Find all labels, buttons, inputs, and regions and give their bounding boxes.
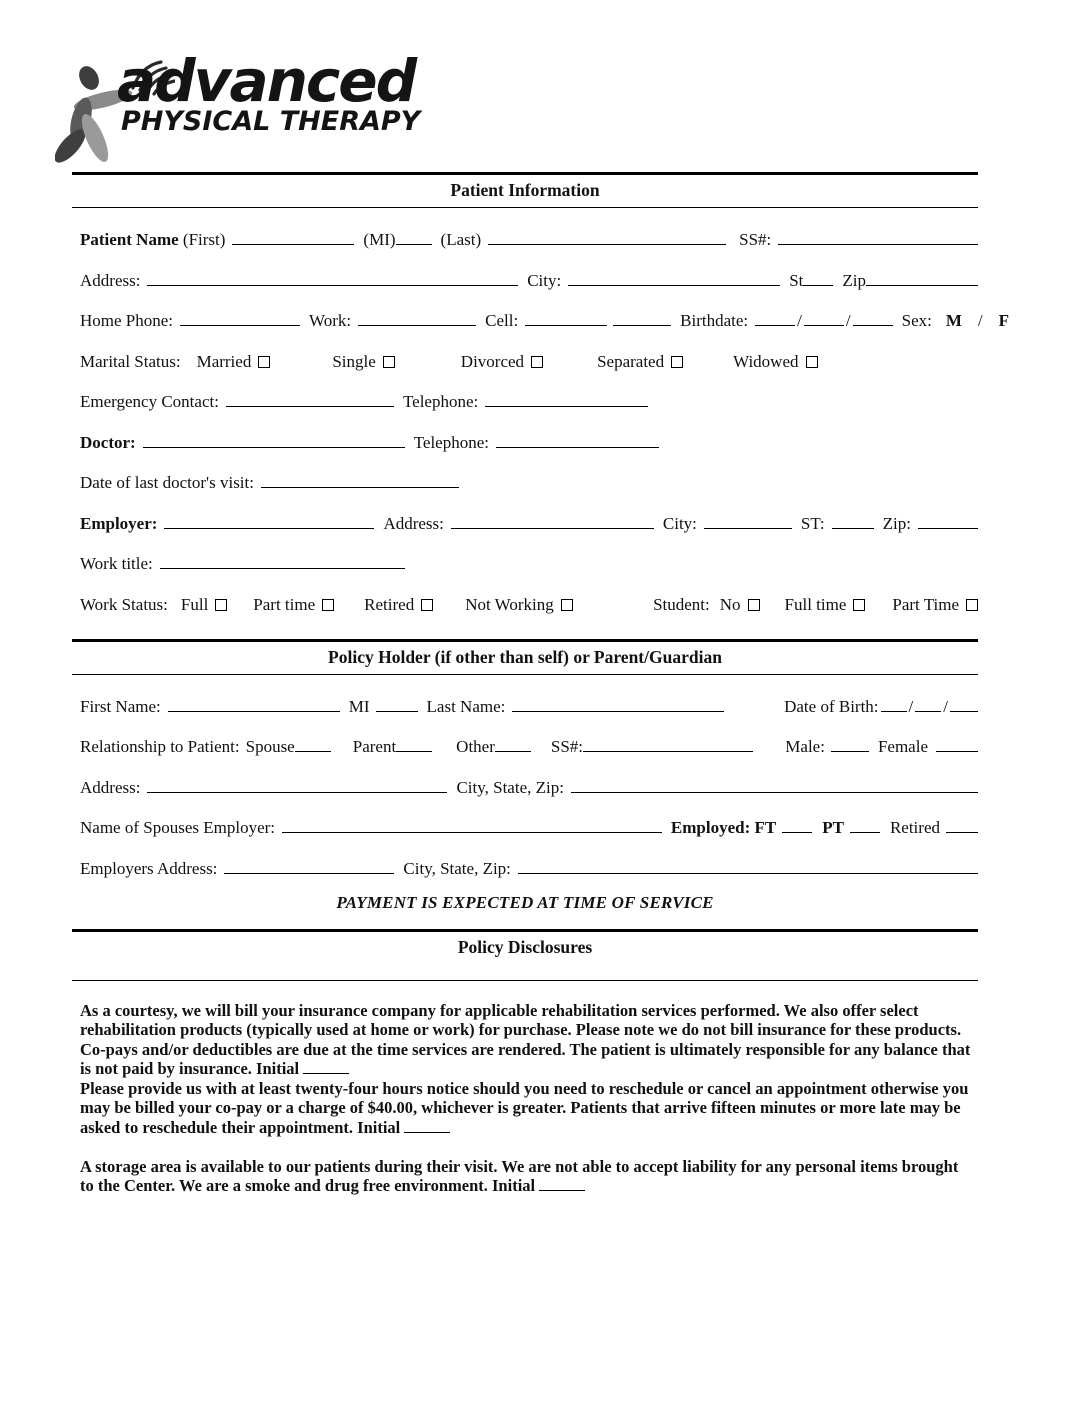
state-label: St	[789, 270, 804, 290]
work-status-option-retired: Retired	[364, 594, 415, 614]
employed-retired-label: Retired	[889, 818, 940, 837]
married-checkbox[interactable]	[258, 356, 270, 368]
address-row	[80, 271, 978, 291]
holder-female-field[interactable]	[936, 750, 978, 752]
cell-phone-label: Cell:	[485, 311, 519, 330]
student-status-group	[653, 595, 978, 615]
ssn-label: SS#:	[739, 230, 772, 249]
work-status-label: Work Status:	[80, 594, 168, 614]
disclosure-text: A storage area is available to our patients during their visit. We are not able to accept liability for any personal items brought to the Center. We are a smoke and drug free environment.	[80, 1156, 959, 1195]
slash: /	[908, 696, 914, 716]
doctor-name-field[interactable]	[143, 446, 405, 448]
employers-csz-label: City, State, Zip:	[403, 858, 511, 878]
doctor-label: Doctor:	[80, 432, 136, 452]
holder-last-name-field[interactable]	[512, 710, 724, 712]
marital-option-divorced: Divorced	[460, 351, 525, 371]
relationship-parent-field[interactable]	[396, 750, 432, 752]
doctor-telephone-field[interactable]	[496, 446, 659, 448]
cell-phone-field-2[interactable]	[613, 324, 671, 326]
slash: /	[943, 696, 948, 716]
birthdate-year-field[interactable]	[853, 324, 893, 326]
section-title-patient-information: Patient Information	[450, 180, 600, 200]
employers-address-label: Employers Address:	[80, 858, 218, 878]
employers-address-field[interactable]	[224, 872, 394, 874]
employed-ft-label: Employed: FT	[670, 818, 777, 837]
doctor-telephone-label: Telephone:	[413, 432, 489, 452]
work-full-checkbox[interactable]	[215, 599, 227, 611]
patient-name-row	[80, 230, 978, 250]
holder-dob-group	[784, 697, 978, 717]
holder-dob-day-field[interactable]	[915, 710, 941, 712]
ssn-field[interactable]	[778, 243, 978, 245]
employer-address-field[interactable]	[451, 527, 654, 529]
payment-notice: PAYMENT IS EXPECTED AT TIME OF SERVICE	[336, 892, 714, 912]
slash: /	[845, 311, 851, 330]
separated-checkbox[interactable]	[671, 356, 683, 368]
zip-field[interactable]	[866, 284, 978, 286]
marital-status-label: Marital Status:	[80, 351, 181, 371]
work-part-time-checkbox[interactable]	[322, 599, 334, 611]
relationship-other-field[interactable]	[495, 750, 531, 752]
birthdate-label: Birthdate:	[680, 311, 749, 330]
widowed-checkbox[interactable]	[806, 356, 818, 368]
holder-mi-field[interactable]	[376, 710, 418, 712]
employer-state-field[interactable]	[832, 527, 874, 529]
relationship-option-spouse: Spouse	[245, 737, 295, 756]
student-option-full-time: Full time	[784, 594, 847, 614]
initial-field-2[interactable]	[404, 1131, 450, 1133]
relationship-row	[80, 737, 978, 757]
marital-option-widowed: Widowed	[733, 351, 799, 371]
employer-city-label: City:	[662, 513, 697, 533]
slash: /	[977, 311, 983, 330]
work-status-option-not-working: Not Working	[465, 594, 554, 614]
work-phone-label: Work:	[309, 311, 352, 330]
slash: /	[797, 311, 802, 330]
middle-initial-field[interactable]	[396, 243, 432, 245]
holder-name-row	[80, 697, 978, 717]
holder-male-field[interactable]	[831, 750, 869, 752]
initial-label: Initial	[357, 1117, 401, 1137]
holder-csz-label: City, State, Zip:	[456, 777, 564, 797]
employer-row	[80, 514, 978, 534]
state-field[interactable]	[803, 284, 833, 286]
holder-first-name-label: First Name:	[80, 696, 161, 716]
emergency-contact-row	[80, 392, 978, 412]
last-doctor-visit-field[interactable]	[261, 486, 459, 488]
holder-csz-field[interactable]	[571, 791, 978, 793]
work-title-field[interactable]	[160, 567, 405, 569]
patient-name-label: Patient Name	[80, 230, 179, 249]
doctor-row	[80, 433, 978, 453]
holder-address-row	[80, 778, 978, 798]
home-phone-label: Home Phone:	[80, 311, 174, 330]
work-status-row	[80, 595, 978, 615]
marital-status-row	[80, 352, 978, 372]
birthdate-month-field[interactable]	[755, 324, 795, 326]
holder-first-name-field[interactable]	[168, 710, 340, 712]
marital-option-married: Married	[196, 351, 252, 371]
address-label: Address:	[80, 270, 141, 290]
patient-information-section	[72, 208, 1010, 615]
employers-address-row	[80, 859, 978, 879]
sex-option-male[interactable]: M	[945, 311, 962, 330]
spouse-employer-field[interactable]	[282, 831, 662, 833]
employed-pt-field[interactable]	[850, 831, 880, 833]
holder-ssn-label: SS#:	[550, 737, 584, 756]
work-phone-field[interactable]	[358, 324, 476, 326]
emergency-telephone-field[interactable]	[485, 405, 648, 407]
holder-address-label: Address:	[80, 777, 141, 797]
middle-initial-label: (MI)	[363, 230, 396, 249]
holder-dob-label: Date of Birth:	[784, 696, 879, 716]
emergency-telephone-label: Telephone:	[402, 392, 479, 411]
work-retired-checkbox[interactable]	[421, 599, 433, 611]
initial-field-3[interactable]	[539, 1189, 585, 1191]
employer-city-field[interactable]	[704, 527, 792, 529]
holder-female-label: Female	[877, 737, 928, 756]
single-checkbox[interactable]	[383, 356, 395, 368]
section-title-policy-disclosures: Policy Disclosures	[457, 936, 593, 957]
student-option-no: No	[719, 594, 741, 614]
employer-zip-label: Zip:	[882, 513, 911, 533]
last-name-label: (Last)	[440, 230, 482, 249]
first-name-field[interactable]	[232, 243, 354, 245]
holder-dob-year-field[interactable]	[950, 710, 978, 712]
city-label: City:	[527, 270, 562, 290]
student-full-time-checkbox[interactable]	[853, 599, 865, 611]
sex-group	[902, 311, 1009, 331]
first-name-label: (First)	[182, 230, 226, 249]
holder-ssn-field[interactable]	[583, 750, 753, 752]
employer-address-label: Address:	[383, 513, 444, 533]
student-no-checkbox[interactable]	[748, 599, 760, 611]
holder-mi-label: MI	[348, 696, 370, 716]
employed-pt-label: PT	[822, 818, 844, 837]
spouse-employer-label: Name of Spouses Employer:	[80, 818, 275, 837]
marital-option-separated: Separated	[597, 351, 665, 371]
work-not-working-checkbox[interactable]	[561, 599, 573, 611]
relationship-label: Relationship to Patient:	[80, 737, 240, 756]
address-field[interactable]	[147, 284, 518, 286]
emergency-contact-label: Emergency Contact:	[80, 392, 219, 411]
zip-label: Zip	[842, 270, 866, 290]
city-field[interactable]	[568, 284, 780, 286]
disclosure-text: As a courtesy, we will bill your insurance company for applicable rehabilitation services performed. We also offer select rehabilitation products (typically used at home or work) for purchase. Please note we do not bill insurance for these products. Co-pays and/or deductibles are due at the time services are rendered. The patient is ultimately responsible for any balance that is not paid by insurance.	[80, 1000, 971, 1078]
disclosure-paragraph-cancellation	[80, 1079, 974, 1138]
student-label: Student:	[653, 594, 710, 614]
student-option-part-time: Part Time	[892, 594, 959, 614]
cell-phone-field[interactable]	[525, 324, 607, 326]
holder-address-field[interactable]	[147, 791, 447, 793]
form-body	[72, 172, 1010, 1196]
marital-option-single: Single	[332, 351, 376, 371]
logo	[55, 47, 475, 172]
work-title-row	[80, 554, 978, 574]
initial-label: Initial	[256, 1059, 300, 1078]
home-phone-field[interactable]	[180, 324, 300, 326]
emergency-contact-field[interactable]	[226, 405, 394, 407]
employer-zip-field[interactable]	[918, 527, 978, 529]
employer-state-label: ST:	[800, 513, 825, 533]
last-doctor-visit-row	[80, 473, 978, 493]
work-status-option-full: Full	[180, 594, 209, 614]
birthdate-day-field[interactable]	[804, 324, 844, 326]
employers-csz-field[interactable]	[518, 872, 978, 874]
last-name-field[interactable]	[488, 243, 726, 245]
spouse-employer-row	[80, 818, 978, 838]
holder-male-label: Male:	[785, 737, 825, 756]
section-title-policy-holder: Policy Holder (if other than self) or Parent/Guardian	[328, 646, 722, 667]
relationship-option-other: Other	[456, 737, 495, 756]
initial-field-1[interactable]	[303, 1072, 349, 1074]
sex-option-female[interactable]: F	[998, 311, 1010, 330]
holder-last-name-label: Last Name:	[426, 696, 506, 716]
brand-subtitle: PHYSICAL THERAPY	[121, 106, 421, 137]
student-part-time-checkbox[interactable]	[966, 599, 978, 611]
disclosure-text: Please provide us with at least twenty-four hours notice should you need to reschedule or cancel an appointment otherwise you may be billed your co-pay or a charge of $40.00, whichever is greater. Patients that arrive fifteen minutes or more late may be asked to reschedule their appointment.	[80, 1078, 969, 1137]
work-title-label: Work title:	[80, 554, 153, 573]
policy-holder-section	[72, 675, 978, 879]
relationship-option-parent: Parent	[352, 737, 397, 756]
policy-disclosures-section	[72, 981, 974, 1196]
employed-ft-field[interactable]	[782, 831, 812, 833]
holder-dob-month-field[interactable]	[881, 710, 907, 712]
divorced-checkbox[interactable]	[531, 356, 543, 368]
disclosure-paragraph-billing	[80, 1001, 974, 1079]
phone-row	[80, 311, 1010, 331]
last-doctor-visit-label: Date of last doctor's visit:	[80, 473, 254, 492]
employed-retired-field[interactable]	[946, 831, 978, 833]
initial-label: Initial	[492, 1176, 536, 1195]
relationship-spouse-field[interactable]	[295, 750, 331, 752]
sex-label: Sex:	[901, 311, 932, 330]
employer-label: Employer:	[80, 513, 158, 533]
brand-name: advanced	[117, 47, 416, 115]
employer-name-field[interactable]	[164, 527, 374, 529]
work-status-option-part-time: Part time	[253, 594, 316, 614]
disclosure-paragraph-storage	[80, 1157, 974, 1196]
